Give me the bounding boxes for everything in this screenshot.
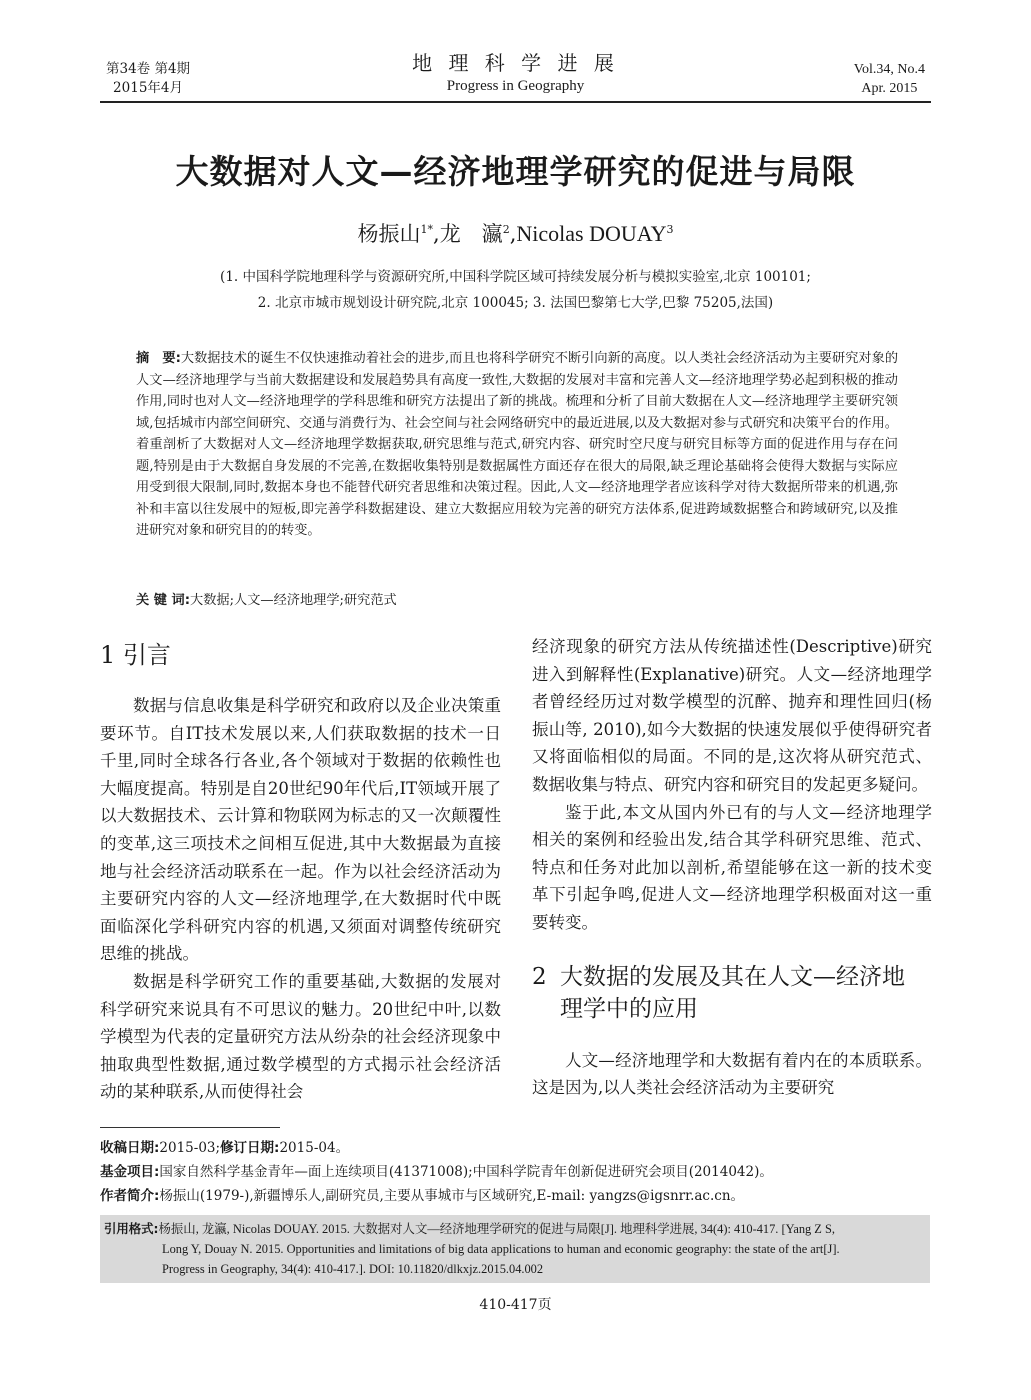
affiliation-line: 2. 北京市城市规划设计研究院,北京 100045; 3. 法国巴黎第七大学,巴黎 75205,法国) [257,295,774,311]
header-volume-en: Vol.34, No.4 [853,62,925,77]
citation-text [104,1219,924,1279]
page-range: 410-417页 [479,1297,552,1313]
author-name: 杨振山 [357,222,421,246]
journal-name-cn: 地 理 科 学 进 展 [412,51,619,75]
abstract-label: 摘 要: [136,351,181,366]
paper-title: 大数据对人文—经济地理学研究的促进与局限 [175,152,856,191]
footnote-dates [100,1137,930,1159]
citation-box [100,1215,930,1283]
footnote-divider [100,1127,280,1128]
revised-date: 2015-04。 [279,1140,350,1156]
body-paragraph: 人文—经济地理学和大数据有着内在的本质联系。这是因为,以人类社会经济活动为主要研究 [532,1050,932,1098]
abstract [136,348,898,542]
author-list [0,218,1031,248]
fund-text: 国家自然科学基金青年—面上连续项目(41371008);中国科学院青年创新促进研究会项目(2014042)。 [159,1164,773,1180]
author-separator: , [433,222,440,246]
received-date: 2015-03; [159,1140,221,1156]
revised-label: 修订日期: [220,1140,280,1156]
citation-line: Long Y, Douay N. 2015. Opportunities and limitations of big data applications to human and economic geography: the state of the art[J]. [162,1242,840,1256]
author-separator: , [509,222,517,246]
section-2-title-line: 理学中的应用 [560,995,698,1022]
right-column [532,633,932,1102]
citation-line: Progress in Geography, 34(4): 410-417.]. DOI: 10.11820/dlkxjz.2015.04.002 [162,1262,544,1276]
author-name: Nicolas DOUAY [516,221,667,246]
header-divider [100,101,931,103]
affiliations [0,264,1031,316]
author-name: 龙 瀛 [439,222,503,246]
fund-label: 基金项目: [100,1164,160,1180]
section-1-heading: 1 引言 [100,641,171,669]
body-paragraph: 鉴于此,本文从国内外已有的与人文—经济地理学相关的案例和经验出发,结合其学科研究思维、范式、特点和任务对此加以剖析,希望能够在这一新的技术变革下引起争鸣,促进人文—经济地理学积极面对这一重要转变。 [532,802,932,932]
author-sup: 3 [666,223,674,236]
section-2-title-line: 大数据的发展及其在人文—经济地 [560,963,905,990]
author-bio-label: 作者简介: [100,1188,160,1204]
left-column [100,639,501,1106]
journal-name-en: Progress in Geography [446,78,585,94]
affiliation-line: (1. 中国科学院地理科学与资源研究所,中国科学院区域可持续发展分析与模拟实验室,北京 100101; [220,269,811,285]
keywords-label: 关 键 词: [136,593,191,608]
keywords-text: 大数据;人文—经济地理学;研究范式 [190,593,397,608]
section-2-number: 2 [532,963,547,990]
body-paragraph: 数据是科学研究工作的重要基础,大数据的发展对科学研究来说具有不可思议的魅力。20世纪中叶,以数学模型为代表的定量研究方法从纷杂的社会经济现象中抽取典型性数据,通过数学模型的方式揭示社会经济活动的某种联系,从而使得社会 [100,971,501,1102]
citation-line: 杨振山, 龙瀛, Nicolas DOUAY. 2015. 大数据对人文—经济地理学研究的促进与局限[J]. 地理科学进展, 34(4): 410-417. [Yang Z S, [158,1222,835,1236]
keywords [136,590,898,611]
section-2-title [560,961,905,1025]
author-sup: 2 [502,223,510,236]
author-sup: 1* [420,223,433,236]
header-volume-en-block [854,60,925,98]
author-bio-text: 杨振山(1979-),新疆博乐人,副研究员,主要从事城市与区域研究,E-mail: yangzs@igsnrr.ac.cn。 [159,1188,745,1204]
citation-label: 引用格式: [104,1221,159,1236]
body-paragraph: 数据与信息收集是科学研究和政府以及企业决策重要环节。自IT技术发展以来,人们获取数据的技术一日千里,同时全球各行各业,各个领域对于数据的依赖性也大幅度提高。特别是自20世纪90年代后,IT领域开展了以大数据技术、云计算和物联网为标志的又一次颠覆性的变革,这三项技术之间相互促进,其中大数据最为直接地与社会经济活动联系在一起。作为以社会经济活动为主要研究内容的人文—经济地理学,在大数据时代中既面临深化学科研究内容的机遇,又须面对调整传统研究思维的挑战。 [100,696,501,964]
header-date-en: Apr. 2015 [861,81,918,96]
footnote-author [100,1185,930,1207]
received-label: 收稿日期: [100,1140,160,1156]
body-paragraph: 经济现象的研究方法从传统描述性(Descriptive)研究进入到解释性(Explanative)研究。人文—经济地理学者曾经经历过对数学模型的沉醉、抛弃和理性回归(杨振山等, 2010),如今大数据的快速发展似乎使得研究者又将面临相似的局面。不同的是,这次将从研究范式、数据收集与特点、研究内容和研究目的发起更多疑问。 [532,637,932,794]
footnote-funding [100,1161,930,1183]
abstract-text: 大数据技术的诞生不仅快速推动着社会的进步,而且也将科学研究不断引向新的高度。以人类社会经济活动为主要研究对象的人文—经济地理学与当前大数据建设和发展趋势具有高度一致性,大数据的发展对丰富和完善人文—经济地理学势必起到积极的推动作用,同时也对人文—经济地理学的学科思维和研究方法提出了新的挑战。梳理和分析了目前大数据在人文—经济地理学主要研究领域,包括城市内部空间研究、交通与消费行为、社会空间与社会网络研究中的最近进展,以及大数据对参与式研究和决策平台的作用。着重剖析了大数据对人文—经济地理学数据获取,研究思维与范式,研究内容、研究时空尺度与研究目标等方面的促进作用与存在问题,特别是由于大数据自身发展的不完善,在数据收集特别是数据属性方面还存在很大的局限,缺乏理论基础将会使得大数据与实际应用受到很大限制,同时,数据本身也不能替代研究者思维和决策过程。因此,人文—经济地理学者应该科学对待大数据所带来的机遇,弥补和丰富以往发展中的短板,即完善学科数据建设、建立大数据应用较为完善的研究方法体系,促进跨域数据整合和跨域研究,以及推进研究对象和研究目的的转变。 [136,351,899,538]
header-volume-cn: 第34卷 第4期 [106,61,191,77]
section-2-heading [532,961,932,1025]
header-date-cn: 2015年4月 [113,80,183,96]
